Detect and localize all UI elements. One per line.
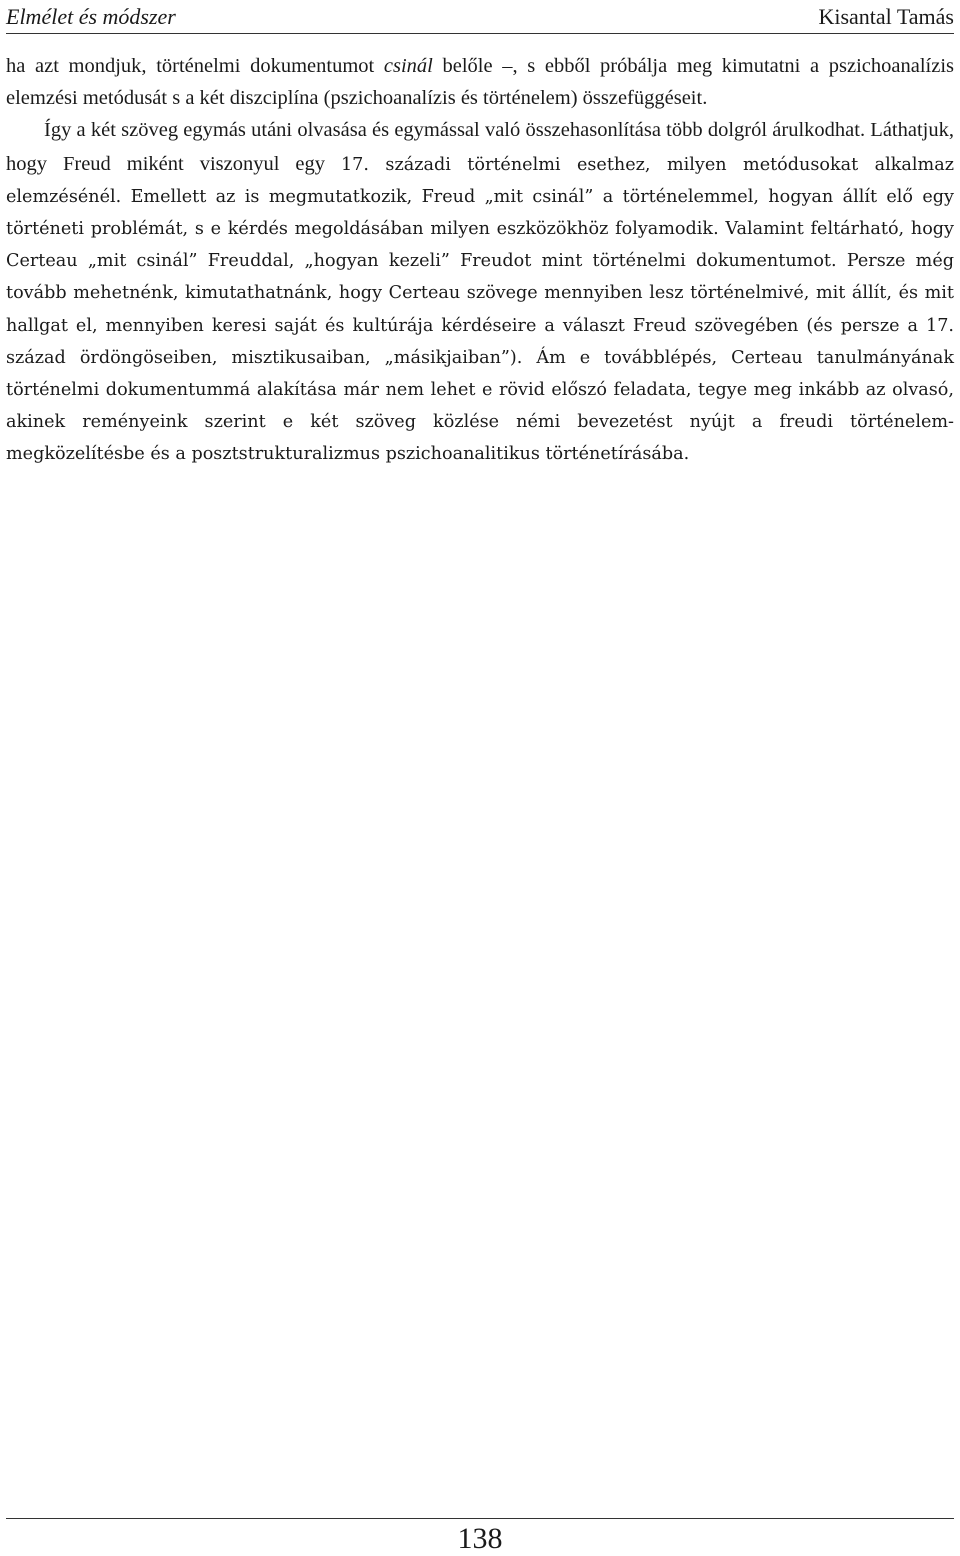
paragraph-serif-text: Így a két szöveg egymás utáni olvasása és egymással való összehasonlítása több dolgról árulkodhat. Láthatjuk, hogy Freud miként viszonyul egy: [6, 119, 954, 175]
paragraph-text-end: belőle –, s ebből próbálja meg kimutatni a pszichoanalízis elemzési metódusát s a két diszciplína (pszichoanalízis és történelem) összefüggéseit.: [6, 55, 954, 110]
paragraph-continued: [6, 50, 954, 114]
paragraph: [6, 114, 954, 470]
running-header: [6, 0, 954, 34]
paragraph-text-start: ha azt mondjuk, történelmi dokumentumot: [6, 55, 384, 77]
author-name: Kisantal Tamás: [818, 4, 954, 29]
paragraph-main-text: 17. századi történelmi esethez, milyen metódusokat alkalmaz elemzésénél. Emellett az is megmutatkozik, Freud „mit csinál” a történelemmel, hogyan állít elő egy történeti problémát, s e kérdés megoldásában milyen eszközökhöz folyamodik. Valamint feltárható, hogy Certeau „mit csinál” Freuddal, „hogyan kezeli” Freudot mint történelmi dokumentumot. Persze még tovább mehetnénk, kimutathatnánk, hogy Certeau szövege mennyiben lesz történelmivé, mit állít, és mit hallgat el, mennyiben keresi saját és kultúrája kérdéseire a választ Freud szövegében (és persze a 17. század ördöngöseiben, misztikusaiban, „másikjaiban”). Ám e továbblépés, Certeau tanulmányának történelmi dokumentummá alakítása már nem lehet e rövid előszó feladata, tegye meg inkább az olvasó, akinek reményeink szerint e két szöveg közlése némi bevezetést nyújt a freudi történelem-megközelítésbe és a posztstrukturalizmus pszichoanalitikus történetírásába.: [6, 154, 954, 465]
journal-section-title: Elmélet és módszer: [6, 4, 176, 29]
emphasis-word: csinál: [383, 55, 433, 77]
footer-divider: [6, 1518, 954, 1519]
article-body: [6, 50, 954, 471]
page-number: 138: [457, 1522, 503, 1555]
